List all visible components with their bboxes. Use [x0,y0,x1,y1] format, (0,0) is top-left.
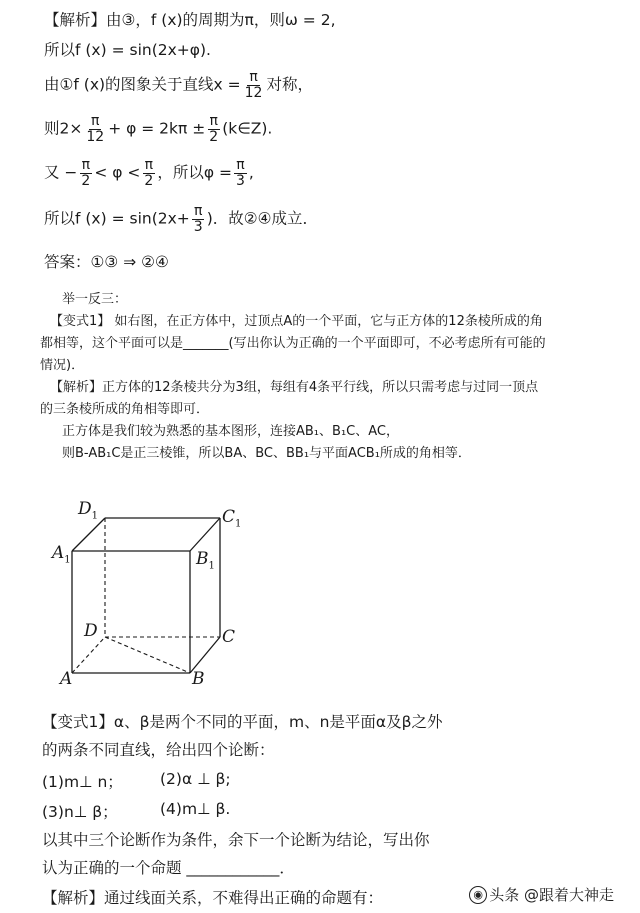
analysis-line-4: 则B-AB₁C是正三棱锥，所以BA、BC、BB₁与平面ACB₁所成的角相等． [62,446,471,461]
line3-post: 对称， [266,75,313,94]
solution-line-6 [44,204,318,234]
solution-line-5 [44,158,254,188]
edge-b1c1 [190,518,220,551]
claim-2: (2)α ⊥ β; [160,770,231,788]
label-b: B [192,669,205,689]
claim-4: (4)m⊥ β. [160,800,231,818]
edge-ad-hidden [72,637,105,673]
line5-mid2: ，所以φ = [157,163,232,182]
solution-line-1 [44,8,336,30]
subheading: 举一反三： [62,292,128,307]
claim-3: (3)n⊥ β； [42,803,118,821]
solution-line-3 [44,70,313,100]
frac-num: π [209,113,218,129]
line5-mid: < φ < [94,163,141,182]
frac-num: π [249,69,258,85]
analysis-line-2: 的三条棱所成的角相等即可． [40,402,210,417]
frac-num: π [194,203,203,219]
variant2-line-2: 的两条不同直线，给出四个论断： [42,741,275,759]
cube-figure [50,495,260,695]
frac-den: 2 [209,128,219,145]
fraction-pi-12 [84,114,106,144]
fraction-pi-12 [243,70,265,100]
frac-den: 3 [193,218,203,235]
watermark [469,884,614,905]
frac-num: π [91,113,100,129]
frac-den: 12 [86,128,105,145]
watermark-text: 头条 @跟着大神走 [489,886,614,904]
analysis-line-1: 【解析】正方体的12条棱共分为3组，每组有4条平行线，所以只需考虑与过同一顶点 [50,380,539,395]
fraction-pi-3 [192,204,205,234]
answer-line: 答案：①③ ⇒ ②④ [44,253,169,271]
label-b1: $B_1$ [196,549,215,572]
analysis-line-3: 正方体是我们较为熟悉的基本图形，连接AB₁、B₁C、AC， [62,424,399,439]
label-a: A [60,669,73,689]
line5-pre: 又 − [44,163,78,182]
fraction-pi-2 [142,158,155,188]
label-d: D [84,621,98,641]
line4-mid: + φ = 2kπ ± [108,119,206,138]
fraction-pi-2 [207,114,220,144]
line3-pre: 由①f (x)的图象关于直线x = [44,75,241,94]
frac-num: π [81,157,91,173]
diagonal-db-hidden [105,637,190,673]
solution-line-4 [44,114,272,144]
line4-pre: 则2× [44,119,83,138]
label-c1: $C_1$ [222,507,242,530]
frac-den: 2 [144,172,154,189]
claim-1: (1)m⊥ n； [42,773,123,791]
variant2-line-5: 【解析】通过线面关系，不难得出正确的命题有： [42,889,384,907]
fraction-pi-3 [234,158,247,188]
solution-bracket: 【解析】 [44,11,107,29]
frac-den: 2 [81,172,91,189]
label-c: C [222,627,236,647]
line4-post: (k∈Z). [222,119,273,138]
line6-post: )．故②④成立． [206,209,319,228]
toutiao-logo-icon: ◉ [469,886,487,904]
variant-line-2: 都相等，这个平面可以是_______(写出你认为正确的一个平面即可，不必考虑所有可能的 [40,336,546,351]
variant-line-1: 【变式1】 如右图，在正方体中，过顶点A的一个平面，它与正方体的12条棱所成的角 [50,314,543,329]
line6-pre: 所以f (x) = sin(2x+ [44,209,190,228]
frac-num: π [236,157,245,173]
edge-a1d1 [72,518,105,551]
variant2-line-4: 认为正确的一个命题 ____________． [42,859,295,877]
edge-bc [190,637,220,673]
line5-post: , [248,163,254,182]
label-d1: $D_1$ [78,499,99,522]
variant2-line-1: 【变式1】α、β是两个不同的平面，m、n是平面α及β之外 [42,713,443,731]
solution-line-2: 所以f (x) = sin(2x+φ). [44,41,211,59]
fraction-pi-2 [79,158,92,188]
frac-den: 12 [244,84,263,101]
solution-text-1: 由③，f (x)的周期为π，则ω = 2, [106,11,336,29]
label-a1: $A_1$ [52,543,71,566]
variant-line-3: 情况)． [40,358,85,373]
variant2-line-3: 以其中三个论断作为条件，余下一个论断为结论，写出你 [42,831,430,849]
frac-num: π [144,157,154,173]
frac-den: 3 [235,172,245,189]
